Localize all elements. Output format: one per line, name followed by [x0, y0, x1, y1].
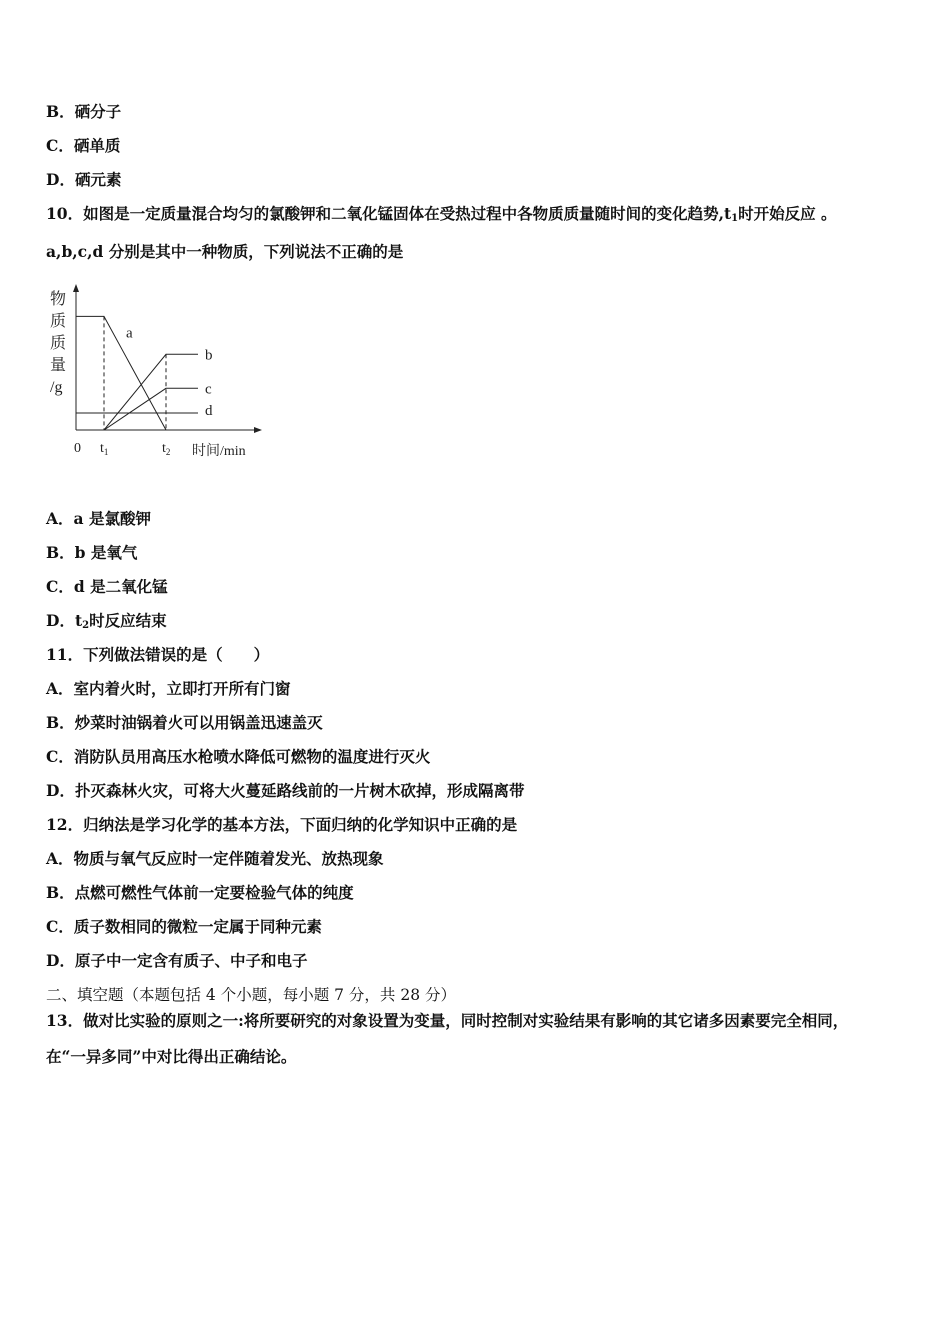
y-axis-label: [50, 290, 66, 396]
y-label-char: 质: [50, 335, 67, 352]
q12-option-c: C．质子数相同的微粒一定属于同种元素: [46, 917, 322, 936]
series-line-b: [76, 354, 198, 430]
q10-stem-line1: [46, 204, 837, 229]
x-tick-labels: [74, 441, 170, 457]
q11-stem: 11．下列做法错误的是（ ）: [46, 645, 270, 664]
q12-option-d: D．原子中一定含有质子、中子和电子: [46, 951, 308, 970]
series-label-c: c: [205, 381, 212, 398]
q11-option-b: B．炒菜时油锅着火可以用锅盖迅速盖灭: [46, 713, 323, 732]
y-label-char: 量: [50, 357, 67, 374]
series-line-c: [76, 388, 198, 430]
x-tick-label: $t_1$: [100, 441, 109, 457]
q10-option-d: [46, 611, 167, 636]
q13-line2: 在“一异多同”中对比得出正确结论。: [46, 1047, 297, 1066]
q10-stem-line2: a,b,c,d 分别是其中一种物质，下列说法不正确的是: [46, 242, 404, 261]
y-label-char: 物: [50, 291, 67, 308]
series-label-a: a: [126, 325, 133, 342]
q12-option-b: B．点燃可燃性气体前一定要检验气体的纯度: [46, 883, 354, 902]
q11-option-a: A．室内着火时，立即打开所有门窗: [46, 679, 291, 698]
q12-option-a: A．物质与氧气反应时一定伴随着发光、放热现象: [46, 849, 384, 868]
q10-option-a: A．a 是氯酸钾: [46, 509, 151, 528]
q10-option-b: B．b 是氧气: [46, 543, 138, 562]
series-label-d: d: [205, 402, 213, 419]
q10-option-c: C．d 是二氧化锰: [46, 577, 168, 596]
y-axis-arrow: [73, 284, 79, 292]
option-b-prev: B．硒分子: [46, 102, 122, 121]
q10-stem-text-b: 时开始反应 。: [738, 204, 837, 223]
section2-heading: 二、填空题（本题包括 4 个小题，每小题 7 分，共 28 分）: [46, 986, 457, 1004]
q11-option-c: C．消防队员用高压水枪喷水降低可燃物的温度进行灭火: [46, 747, 431, 766]
q13-line1: 13．做对比实验的原则之一:将所要研究的对象设置为变量，同时控制对实验结果有影响的其它诸多因素要完全相同，: [46, 1011, 849, 1030]
q11-option-d: D．扑灭森林火灾，可将大火蔓延路线前的一片树木砍掉，形成隔离带: [46, 781, 525, 800]
q10-option-d-sub: 2: [82, 620, 90, 631]
q10-option-d-suffix: 时反应结束: [89, 611, 167, 630]
q10-stem-text-a: 10．如图是一定质量混合均匀的氯酸钾和二氧化锰固体在受热过程中各物质质量随时间的变化趋势,t: [46, 204, 732, 223]
option-c-prev: C．硒单质: [46, 136, 121, 155]
x-axis-label: 时间/min: [192, 444, 246, 459]
x-tick-label: 0: [74, 441, 81, 456]
option-d-prev: D．硒元素: [46, 170, 122, 189]
q10-stem-sub: 1: [731, 213, 739, 224]
y-label-char: 质: [50, 313, 67, 330]
series-lines: [76, 316, 198, 430]
series-label-b: b: [205, 347, 213, 364]
series-labels: [126, 325, 213, 419]
q12-stem: 12．归纳法是学习化学的基本方法，下面归纳的化学知识中正确的是: [46, 815, 518, 834]
x-axis-arrow: [254, 427, 262, 433]
mass-time-chart: [40, 282, 280, 467]
y-label-char: /g: [50, 379, 63, 396]
q10-option-d-prefix: D．t: [46, 611, 83, 630]
x-tick-label: $t_2$: [162, 441, 171, 457]
